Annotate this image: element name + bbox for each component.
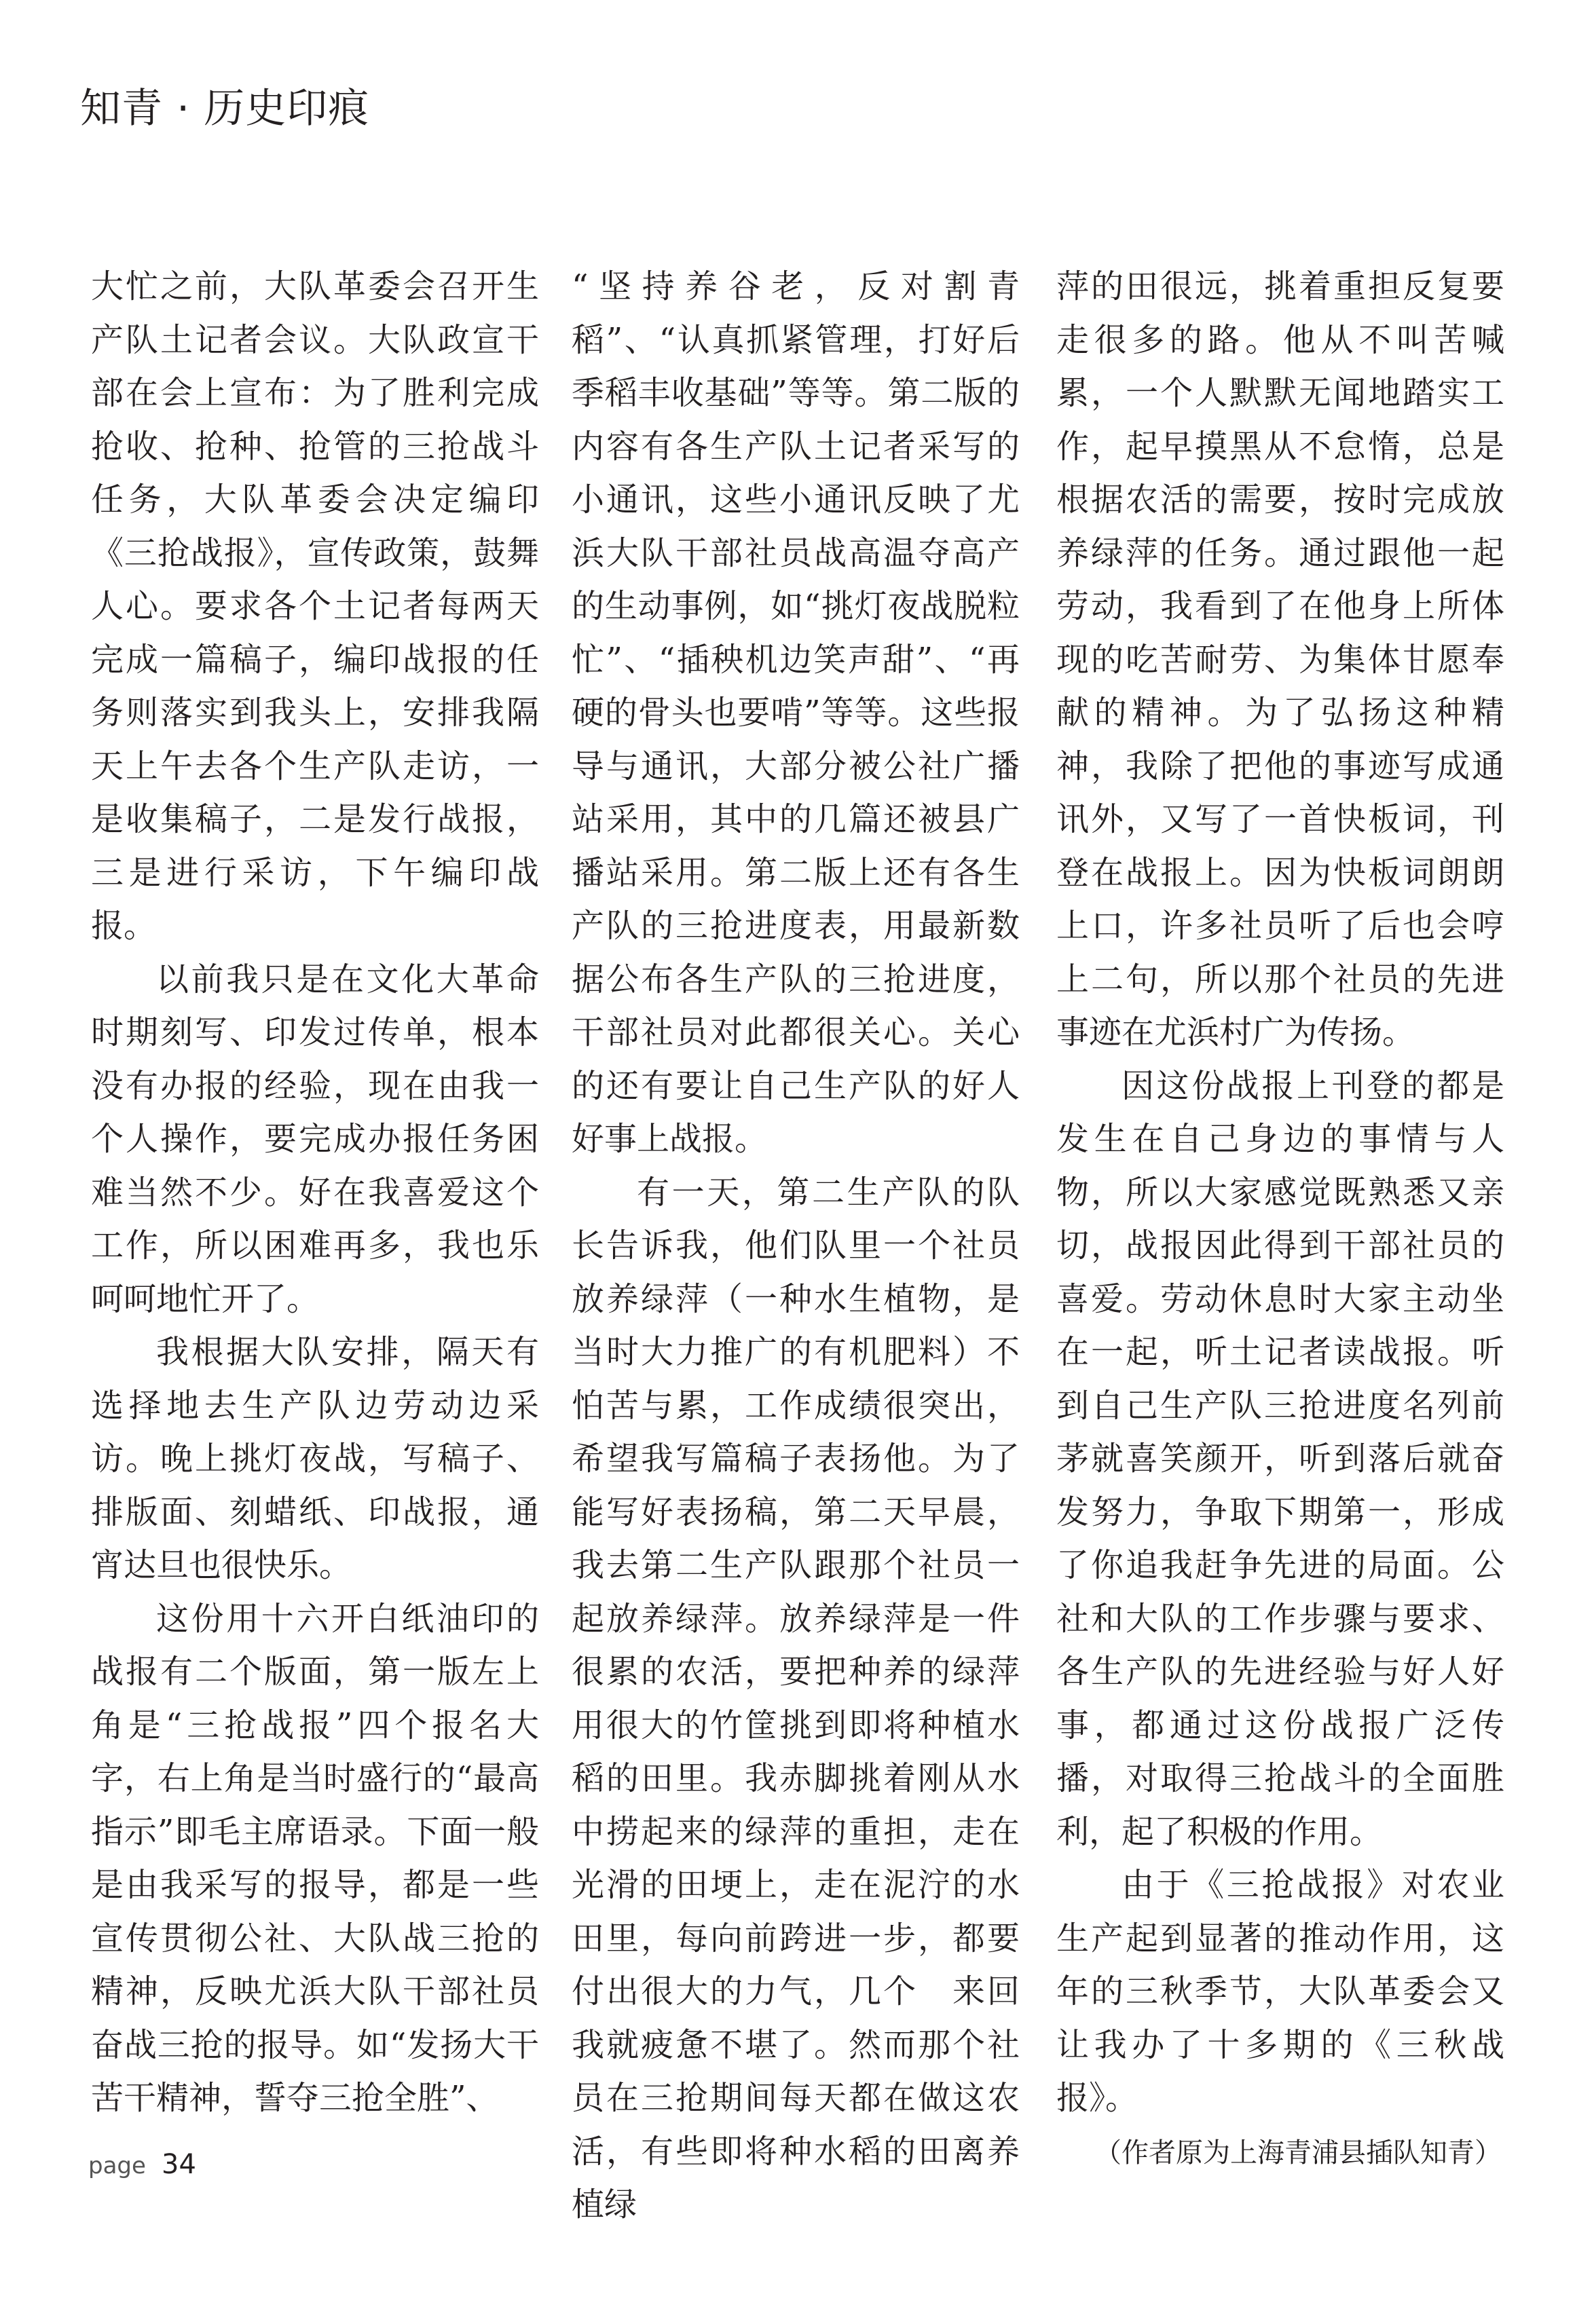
author-byline: （作者原为上海青浦县插队知青）: [1094, 2137, 1502, 2169]
page-number: 34: [162, 2149, 196, 2180]
article-paragraph: 有一天，第二生产队的队长告诉我，他们队里一个社员放养绿萍（一种水生植物，是当时大力推广的有机肥料）不怕苦与累，工作成绩很突出，希望我写篇稿子表扬他。为了能写好表扬稿，第二天早晨，我去第二生产队跟那个社员一起放养绿萍。放养绿萍是一件很累的农活，要把种养的绿萍用很大的竹筐挑到即将种植水稻的田里。我赤脚挑着刚从水中捞起来的绿萍的重担，走在光滑的田埂上，走在泥泞的水田里，每向前跨进一步，都要付出很大的力气，几个 来回我就疲惫不堪了。然而那个社员在三抢期间每天都在做这农活，有些即将种水稻的田离养植绿: [572, 1173, 1020, 2224]
article-column-1: [91, 260, 539, 2125]
article-paragraph: “坚持养谷老，反对割青稻”、“认真抓紧管理，打好后季稻丰收基础”等等。第二版的内容有各生产队土记者采写的小通讯，这些小通讯反映了尤浜大队干部社员战高温夺高产的生动事例，如“挑灯夜战脱粒忙”、“插秧机边笑声甜”、“再硬的骨头也要啃”等等。这些报导与通讯，大部分被公社广播站采用，其中的几篇还被县广播站采用。第二版上还有各生产队的三抢进度表，用最新数据公布各生产队的三抢进度，干部社员对此都很关心。关心的还有要让自己生产队的好人好事上战报。: [572, 267, 1020, 1158]
article-paragraph: 这份用十六开白纸油印的战报有二个版面，第一版左上角是“三抢战报”四个报名大字，右上角是当时盛行的“最高指示”即毛主席语录。下面一般是由我采写的报导，都是一些宣传贯彻公社、大队战三抢的精神，反映尤浜大队干部社员奋战三抢的报导。如“发扬大干苦干精神，誓夺三抢全胜”、: [91, 1599, 539, 2117]
article-paragraph: 大忙之前，大队革委会召开生产队土记者会议。大队政宣干部在会上宣布：为了胜利完成抢收、抢种、抢管的三抢战斗任务，大队革委会决定编印《三抢战报》，宣传政策，鼓舞人心。要求各个土记者每两天完成一篇稿子，编印战报的任务则落实到我头上，安排我隔天上午去各个生产队走访，一是收集稿子，二是发行战报，三是进行采访，下午编印战报。: [91, 267, 539, 945]
article-paragraph: 萍的田很远，挑着重担反复要走很多的路。他从不叫苦喊累，一个人默默无闻地踏实工作，起早摸黑从不怠惰，总是根据农活的需要，按时完成放养绿萍的任务。通过跟他一起劳动，我看到了在他身上所体现的吃苦耐劳、为集体甘愿奉献的精神。为了弘扬这种精神，我除了把他的事迹写成通讯外，又写了一首快板词，刊登在战报上。因为快板词朗朗上口，许多社员听了后也会哼上二句，所以那个社员的先进事迹在尤浜村广为传扬。: [1056, 267, 1504, 1051]
article-column-3: [1056, 260, 1504, 2179]
article-paragraph: 由于《三抢战报》对农业生产起到显著的推动作用，这年的三秋季节，大队革委会又让我办了十多期的《三秋战报》。: [1056, 1866, 1504, 2117]
article-paragraph: 我根据大队安排，隔天有选择地去生产队边劳动边采访。晚上挑灯夜战，写稿子、排版面、刻蜡纸、印战报，通宵达旦也很快乐。: [91, 1333, 539, 1584]
article-column-2: [572, 260, 1020, 2232]
page-footer: [88, 2149, 196, 2180]
page-label: page: [88, 2152, 146, 2179]
section-title: 知青 · 历史印痕: [80, 85, 370, 132]
article-paragraph: 以前我只是在文化大革命时期刻写、印发过传单，根本没有办报的经验，现在由我一个人操作，要完成办报任务困难当然不少。好在我喜爱这个工作，所以困难再多，我也乐呵呵地忙开了。: [91, 960, 539, 1318]
article-paragraph: 因这份战报上刊登的都是发生在自己身边的事情与人物，所以大家感觉既熟悉又亲切，战报因此得到干部社员的喜爱。劳动休息时大家主动坐在一起，听土记者读战报。听到自己生产队三抢进度名列前茅就喜笑颜开，听到落后就奋发努力，争取下期第一，形成了你追我赶争先进的局面。公社和大队的工作步骤与要求、各生产队的先进经验与好人好事，都通过这份战报广泛传播，对取得三抢战斗的全面胜利，起了积极的作用。: [1056, 1066, 1504, 1851]
